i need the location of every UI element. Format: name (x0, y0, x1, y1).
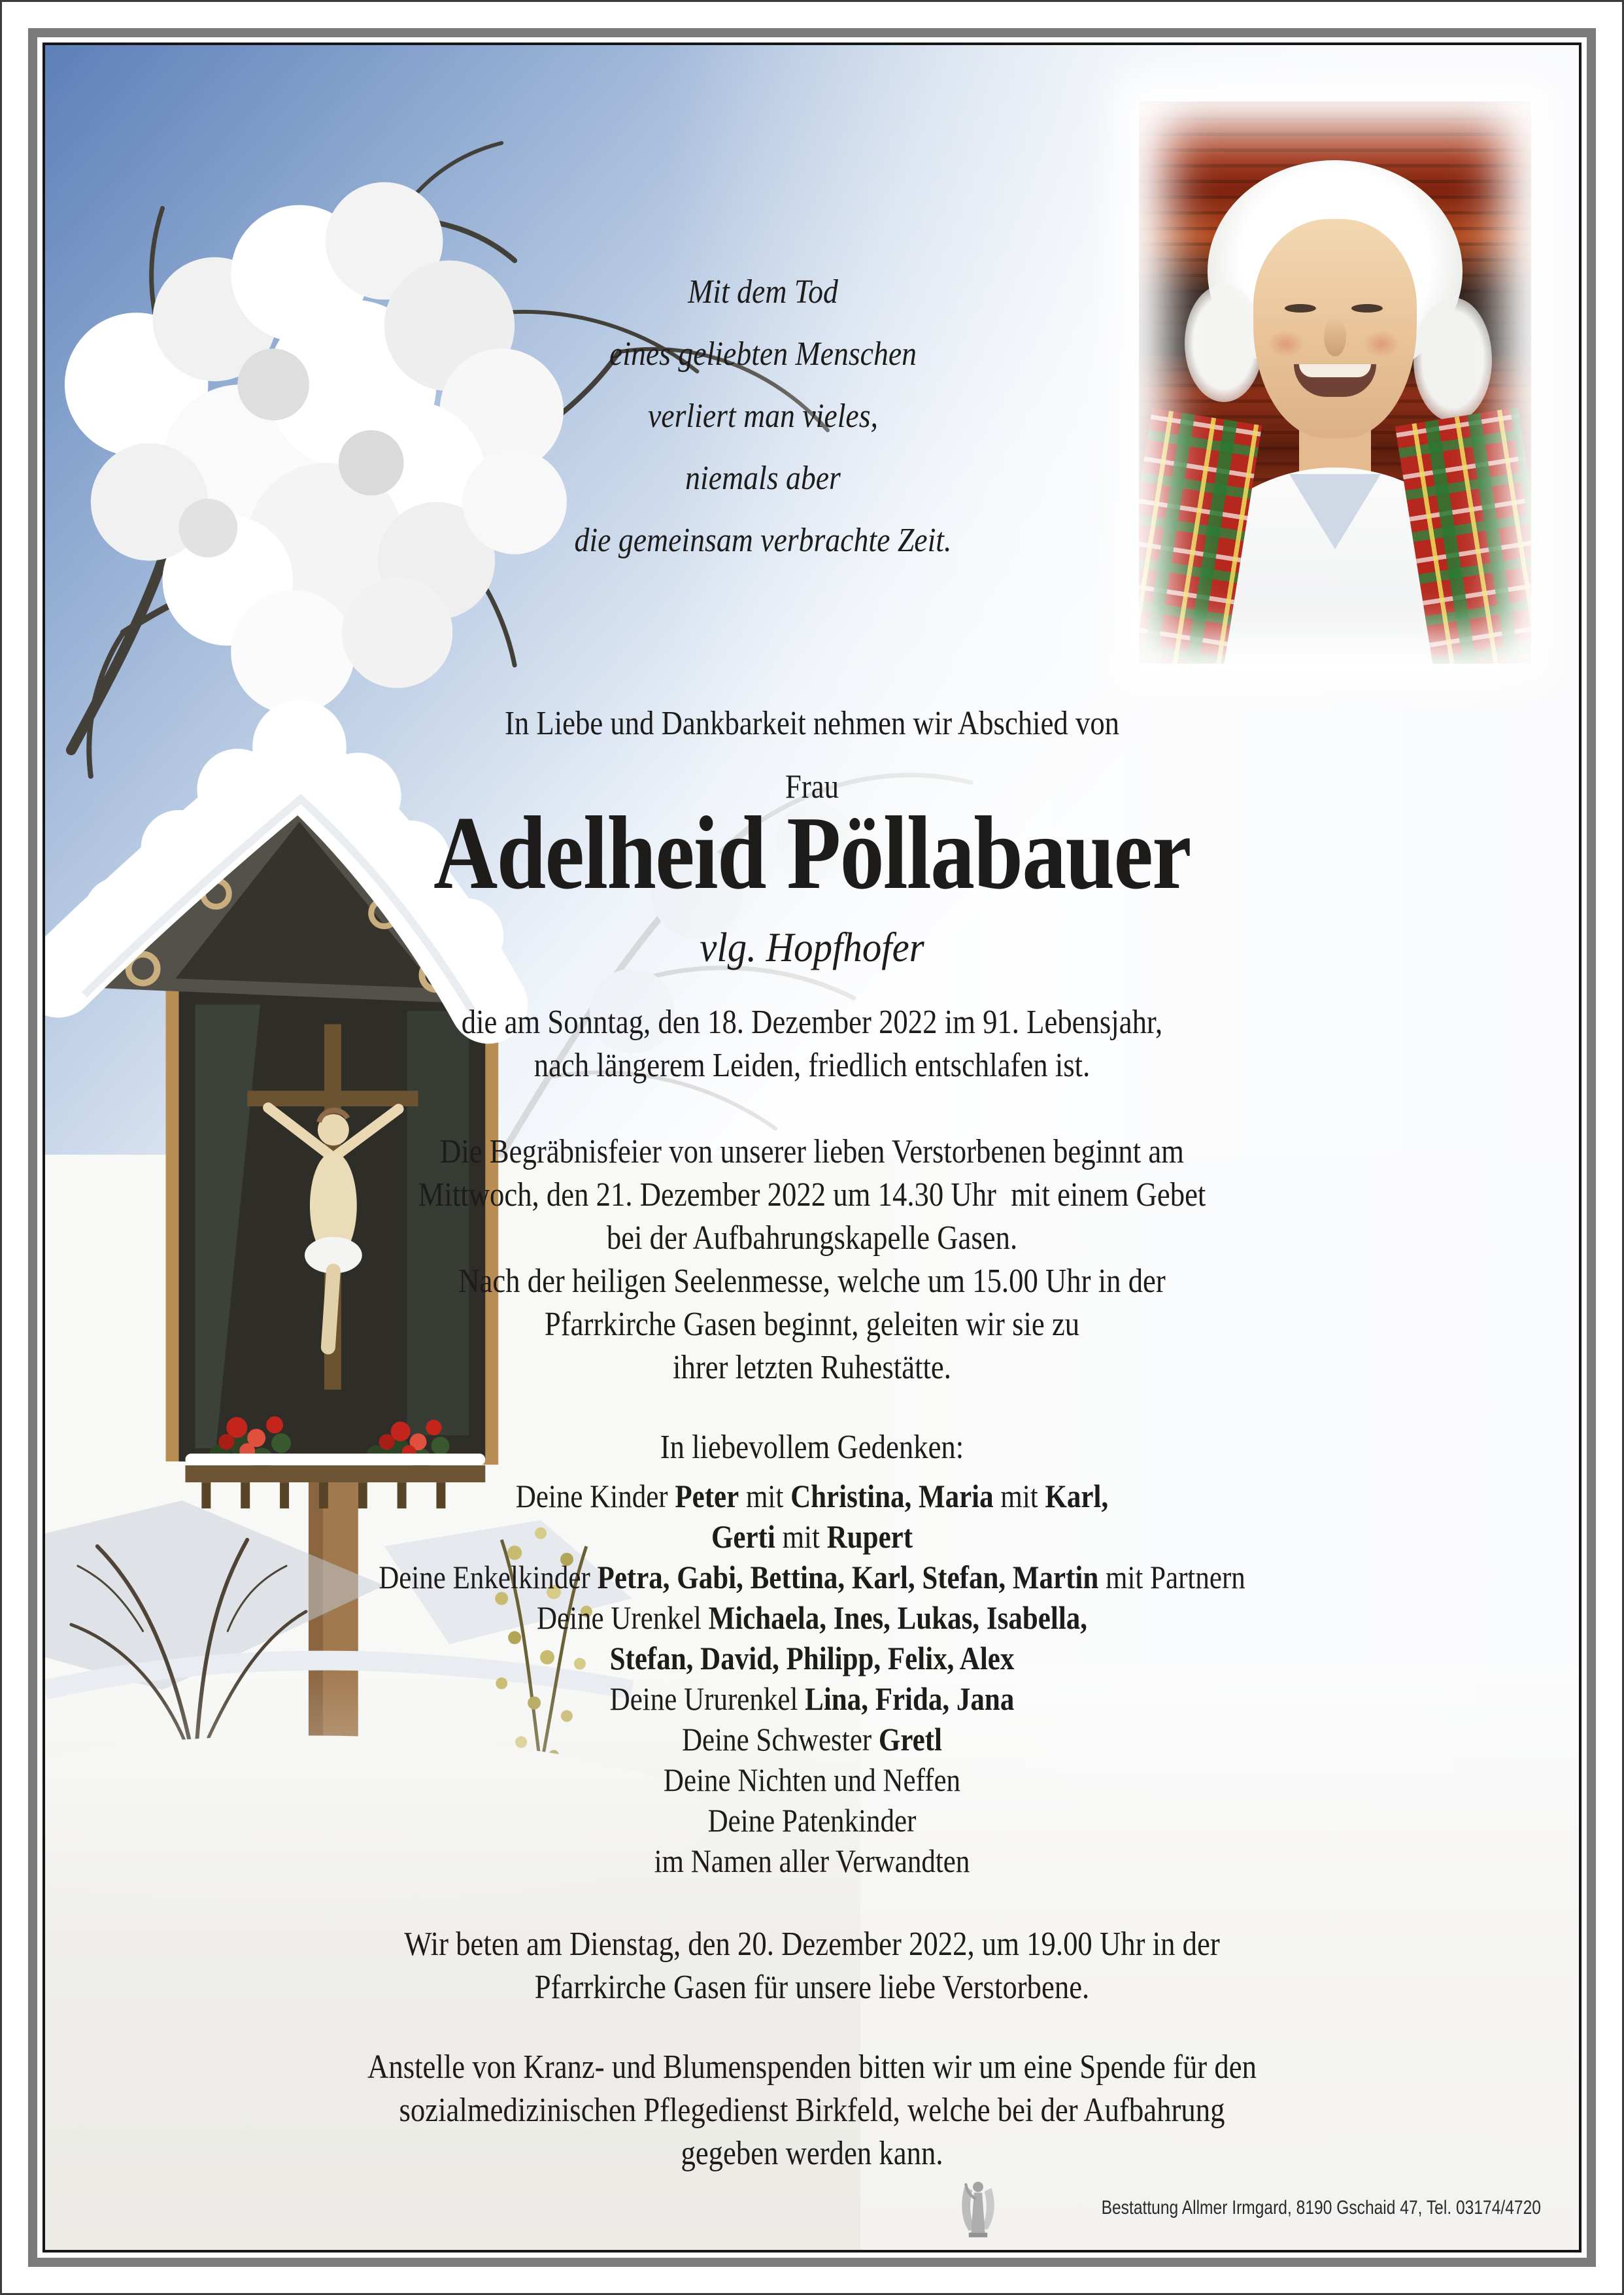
intro-line: In Liebe und Dankbarkeit nehmen wir Abschied von (504, 705, 1120, 742)
card-content (45, 45, 1579, 2250)
donation-notice (152, 2046, 1472, 2175)
text-line: Pfarrkirche Gasen beginnt, geleiten wir sie zu (544, 1306, 1080, 1343)
text-line: Pfarrkirche Gasen für unsere liebe Verstorbene. (534, 1969, 1090, 2006)
death-notice (152, 1001, 1472, 1087)
text-line: Anstelle von Kranz- und Blumenspenden bitten wir um eine Spende für den (367, 2048, 1257, 2086)
card-frame-black (42, 42, 1582, 2252)
portrait-hair-wisp-right (1413, 298, 1492, 422)
text-line: die am Sonntag, den 18. Dezember 2022 im 91. Lebensjahr, (461, 1004, 1163, 1041)
text-line: eines geliebten Menschen (609, 335, 917, 373)
text-line: sozialmedizinischen Pflegedienst Birkfeld, welche bei der Aufbahrung (399, 2092, 1225, 2129)
prayer-notice (152, 1923, 1472, 2009)
mourners-list (152, 1476, 1472, 1881)
text-line: ihrer letzten Ruhestätte. (673, 1349, 951, 1386)
text-line: bei der Aufbahrungskapelle Gasen. (606, 1219, 1018, 1257)
text-line: Deine Nichten und Neffen (663, 1761, 961, 1798)
text-line: Mit dem Tod (688, 273, 838, 311)
text-line: Gerti mit Rupert (711, 1518, 913, 1555)
funeral-home-footer (958, 2175, 1541, 2241)
text-line: Deine Schwester Gretl (681, 1721, 943, 1758)
text-line: Die Begräbnisfeier von unserer lieben Verstorbenen beginnt am (440, 1133, 1184, 1170)
text-line: im Namen aller Verwandten (654, 1843, 970, 1879)
angel-statue-icon (958, 2175, 998, 2241)
text-line: Mittwoch, den 21. Dezember 2022 um 14.30 Uhr mit einem Gebet (418, 1176, 1206, 1214)
text-line: die gemeinsam verbrachte Zeit. (574, 522, 952, 559)
memorial-poem (131, 261, 1395, 571)
deceased-name: Adelheid Pöllabauer (433, 794, 1191, 911)
text-line: gegeben werden kann. (681, 2135, 943, 2172)
salutation: Frau (785, 768, 839, 806)
text-line: Deine Kinder Peter mit Christina, Maria mit Karl, (515, 1478, 1109, 1514)
text-line: nach längerem Leiden, friedlich entschlafen ist. (533, 1047, 1091, 1084)
text-line: Deine Urenkel Michaela, Ines, Lukas, Isabella, (536, 1599, 1088, 1636)
deceased-vulgo-name: vlg. Hopfhofer (700, 924, 924, 970)
text-line: Wir beten am Dienstag, den 20. Dezember 2022, um 19.00 Uhr in der (404, 1926, 1220, 1963)
text-line: Deine Ururenkel Lina, Frida, Jana (609, 1680, 1015, 1717)
text-line: verliert man vieles, (648, 398, 878, 435)
remembrance-heading: In liebevollem Gedenken: (660, 1429, 964, 1466)
funeral-home-info: Bestattung Allmer Irmgard, 8190 Gschaid 47, Tel. 03174/4720 (1101, 2197, 1541, 2218)
text-line: Deine Patenkinder (707, 1802, 917, 1839)
text-line: Nach der heiligen Seelenmesse, welche um 15.00 Uhr in der (458, 1263, 1166, 1300)
text-line: niemals aber (685, 460, 841, 497)
text-line: Deine Enkelkinder Petra, Gabi, Bettina, Karl, Stefan, Martin mit Partnern (379, 1559, 1245, 1595)
text-line: Stefan, David, Philipp, Felix, Alex (609, 1640, 1015, 1676)
funeral-details (152, 1130, 1472, 1389)
